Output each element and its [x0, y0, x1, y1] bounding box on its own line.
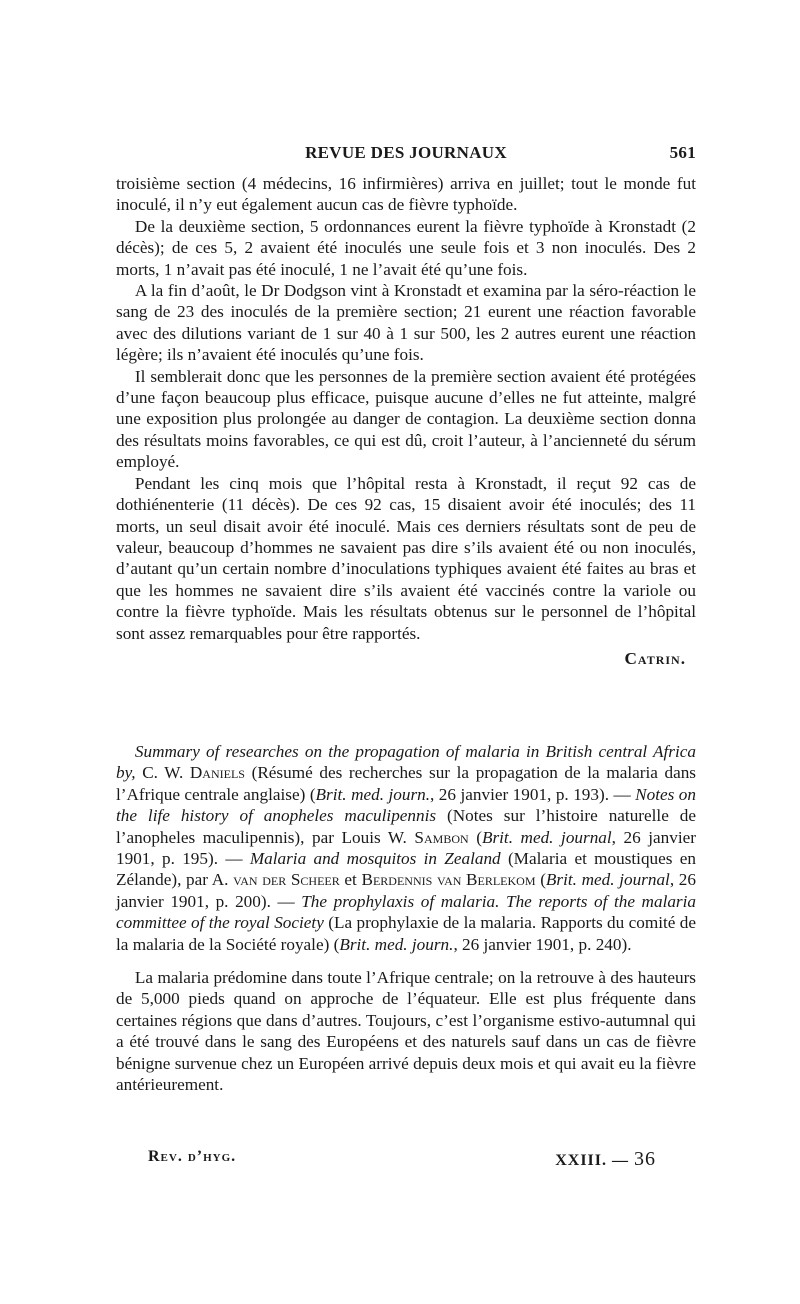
citation-italic: Brit. med. journ.	[339, 934, 454, 954]
volume-signature	[555, 1148, 656, 1171]
text-run: (Notes sur l’histoire naturelle de l’anopheles maculipennis), par Louis W.	[116, 806, 696, 847]
paragraph: A la fin d’août, le Dr Dodgson vint à Kronstadt et examina par la séro-réaction le sang de 23 des inoculés de la première section; 21 eurent une réaction favorable avec des dilutions variant de 1 sur 40 à 1 sur 500, les 2 autres eurent une réaction légère; ils n’avaient été inoculés qu’une fois.	[116, 281, 696, 365]
text-run: (	[535, 870, 546, 890]
author-signature: Catrin.	[624, 648, 686, 668]
title-italic: The prophylaxis of malaria. The reports of the malaria committee of the royal Society	[116, 891, 696, 933]
paragraph: La malaria prédomine dans toute l’Afrique centrale; on la retrouve à des hauteurs de 5,000 pieds quand on approche de l’équateur. Elle est plus fréquente dans certaines régions que dans d’autres. Toujours, c’est l’organisme estivo-autumnal qui a été trouvé dans le sang des Européens et des naturels sauf dans un cas de fièvre bénigne survenue chez un Européen arrivé depuis deux mois et qui avait eu la fièvre antérieurement.	[116, 968, 696, 1095]
text-run: et	[339, 870, 362, 890]
text-run: (Résumé des recherches sur la propagation de la malaria dans l’Afrique centrale anglaise) (	[116, 763, 697, 804]
text-run: (Malaria et moustiques en Zélande), par A.	[116, 849, 696, 890]
text-run: , 26 janvier 1901, p. 200). —	[116, 870, 696, 911]
author-name: Daniels	[189, 763, 245, 783]
author-name: Berdennis van Berlekom	[361, 870, 536, 890]
citation-italic: Brit. med. journal	[481, 827, 612, 847]
page-footer	[116, 1148, 696, 1178]
running-head	[116, 143, 696, 169]
paragraph: Il semblerait donc que les personnes de la première section avaient été protégées d’une façon beaucoup plus efficace, puisque aucune d’elles ne fut atteinte, malgré une exposition plus prolongée au danger de contagion. La deuxième section donna des résultats moins favorables, ce qui est dû, croit l’auteur, à l’ancienneté du sérum employé.	[116, 366, 696, 472]
paragraph: troisième section (4 médecins, 16 infirmières) arriva en juillet; tout le monde fut inoculé, il n’y eut également aucun cas de fièvre typhoïde.	[116, 174, 696, 215]
citation-italic: Brit. med. journ.	[315, 784, 431, 804]
title-italic: Summary of researches on the propagation of malaria in British central Africa by,	[116, 742, 696, 783]
text-run: , 26 janvier 1901, p. 193). —	[430, 784, 636, 804]
text-run: , 26 janvier 1901, p. 240).	[453, 934, 632, 954]
author-name: van der Scheer	[233, 870, 340, 890]
author-name: Sambon	[414, 827, 469, 847]
citation-italic: Brit. med. journal	[545, 870, 670, 890]
page-number: 561	[669, 143, 696, 162]
text-run: , 26 janvier 1901, p. 195). —	[116, 827, 696, 869]
journal-abbreviation: Rev. d’hyg.	[148, 1148, 237, 1165]
text-run: (	[468, 827, 482, 847]
signature-number: 36	[634, 1148, 656, 1170]
article-malaria	[116, 741, 696, 1096]
running-title: REVUE DES JOURNAUX	[305, 143, 507, 162]
volume-number: XXIII. —	[555, 1152, 629, 1169]
text-run: (La prophylaxie de la malaria. Rapports du comité de la malaria de la Société royale) (	[116, 913, 697, 954]
text-run: C. W.	[135, 763, 190, 783]
summary-paragraph	[116, 741, 696, 955]
title-italic: Notes on the life history of anopheles maculipennis	[116, 784, 696, 826]
paragraph: Pendant les cinq mois que l’hôpital resta à Kronstadt, il reçut 92 cas de dothiénenterie (11 décès). De ces 92 cas, 15 disaient avoir été inoculés; des 11 morts, un seul disait avoir été inoculé. Mais ces derniers résultats sont de peu de valeur, beaucoup d’hommes ne savaient pas dire s’ils avaient été ou non inoculés, d’autant qu’un certain nombre d’inoculations typhiques avaient été faites au bras et que les hommes ne savaient dire s’ils avaient été vaccinés contre la variole ou contre la fièvre typhoïde. Mais les résultats obtenus sur le personnel de l’hôpital sont assez remarquables pour être rapportés.	[116, 473, 696, 643]
paragraph: De la deuxième section, 5 ordonnances eurent la fièvre typhoïde à Kronstadt (2 décès); de ces 5, 2 avaient été inoculés une seule fois et 3 non inoculés. Des 2 morts, 1 n’avait pas été inoculé, 1 ne l’avait été qu’une fois.	[116, 216, 696, 279]
article-catrin	[116, 173, 696, 669]
journal-page	[116, 0, 696, 1304]
title-italic: Malaria and mosquitos in Zealand	[249, 849, 501, 869]
